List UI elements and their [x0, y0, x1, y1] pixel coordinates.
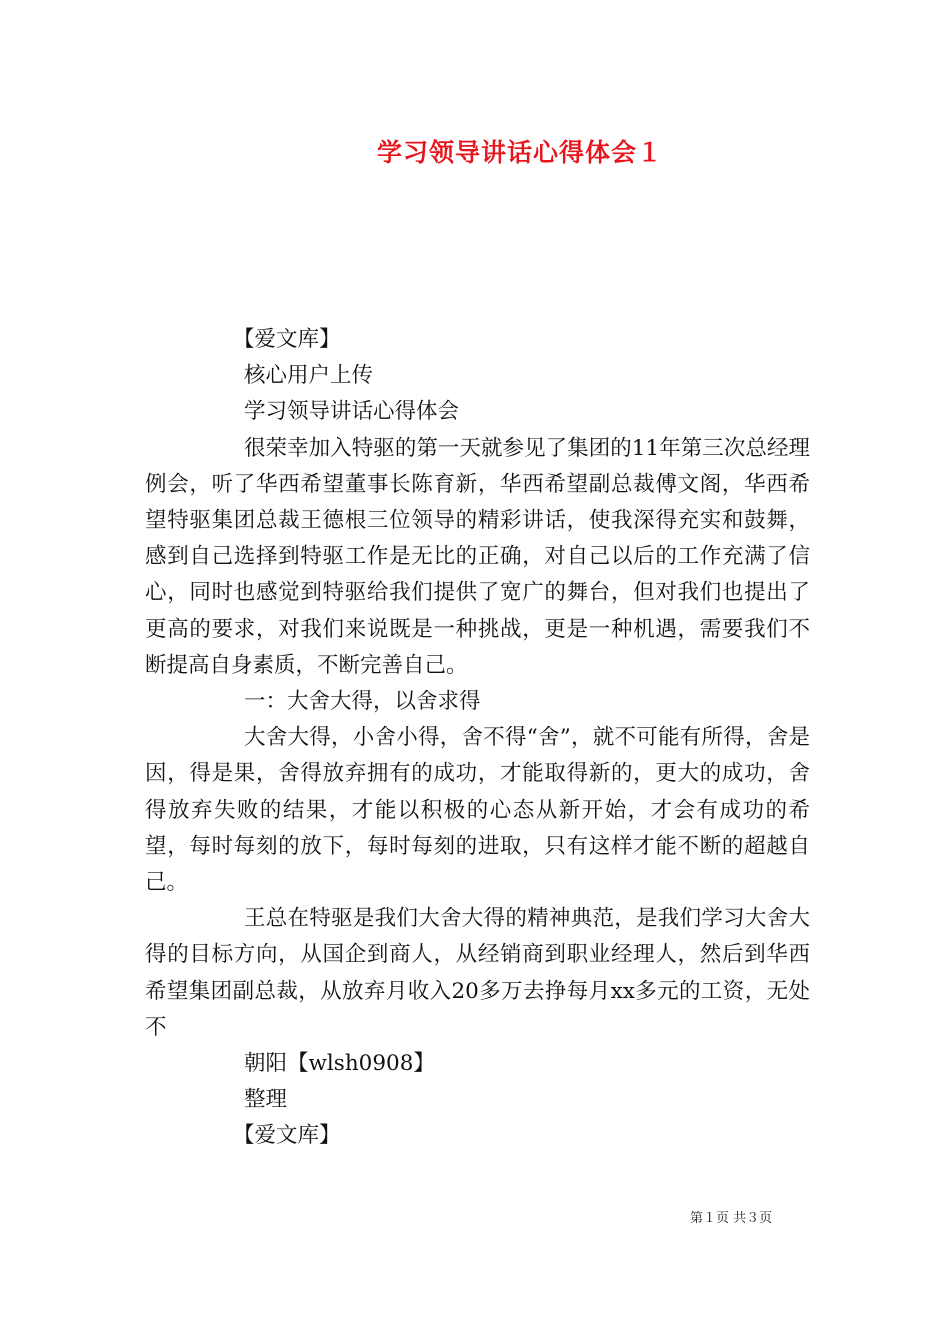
- paragraph-example: 王总在特驱是我们大舍大得的精神典范，是我们学习大舍大得的目标方向，从国企到商人，从经销商到职业经理人，然后到华西希望集团副总裁，从放弃月收入20多万去挣每月xx多元的工资，无处不: [145, 906, 810, 1040]
- source-tag: 【爱文库】: [233, 327, 341, 352]
- paragraph-philosophy: 大舍大得，小舍小得，舍不得“舍”，就不可能有所得，舍是因，得是果，舍得放弃拥有的成功，才能取得新的，更大的成功，舍得放弃失败的结果，才能以积极的心态从新开始，才会有成功的希望，每时每刻的放下，每时每刻的进取，只有这样才能不断的超越自己。: [145, 725, 810, 896]
- closing-tag: 【爱文库】: [233, 1123, 341, 1149]
- paragraph-intro: 很荣幸加入特驱的第一天就参见了集团的11年第三次总经理例会，听了华西希望董事长陈育新，华西希望副总裁傅文阁，华西希望特驱集团总裁王德根三位领导的精彩讲话，使我深得充实和鼓舞，感到自己选择到特驱工作是无比的正确，对自己以后的工作充满了信心，同时也感觉到特驱给我们提供了宽广的舞台，但对我们也提出了更高的要求，对我们来说既是一种挑战，更是一种机遇，需要我们不断提高自身素质，不断完善自己。: [145, 435, 810, 678]
- credit-action: 整理: [244, 1087, 288, 1113]
- page-title: 学习领导讲话心得体会１: [376, 138, 663, 167]
- section-heading: 一：大舍大得，以舍求得: [244, 689, 481, 715]
- uploader-label: 核心用户上传: [244, 363, 374, 389]
- document-body: [145, 322, 810, 1155]
- credit-line: 朝阳【wlsh0908】: [244, 1051, 435, 1077]
- page-number: 第１页 共３页: [690, 1211, 773, 1226]
- document-subtitle: 学习领导讲话心得体会: [244, 399, 460, 425]
